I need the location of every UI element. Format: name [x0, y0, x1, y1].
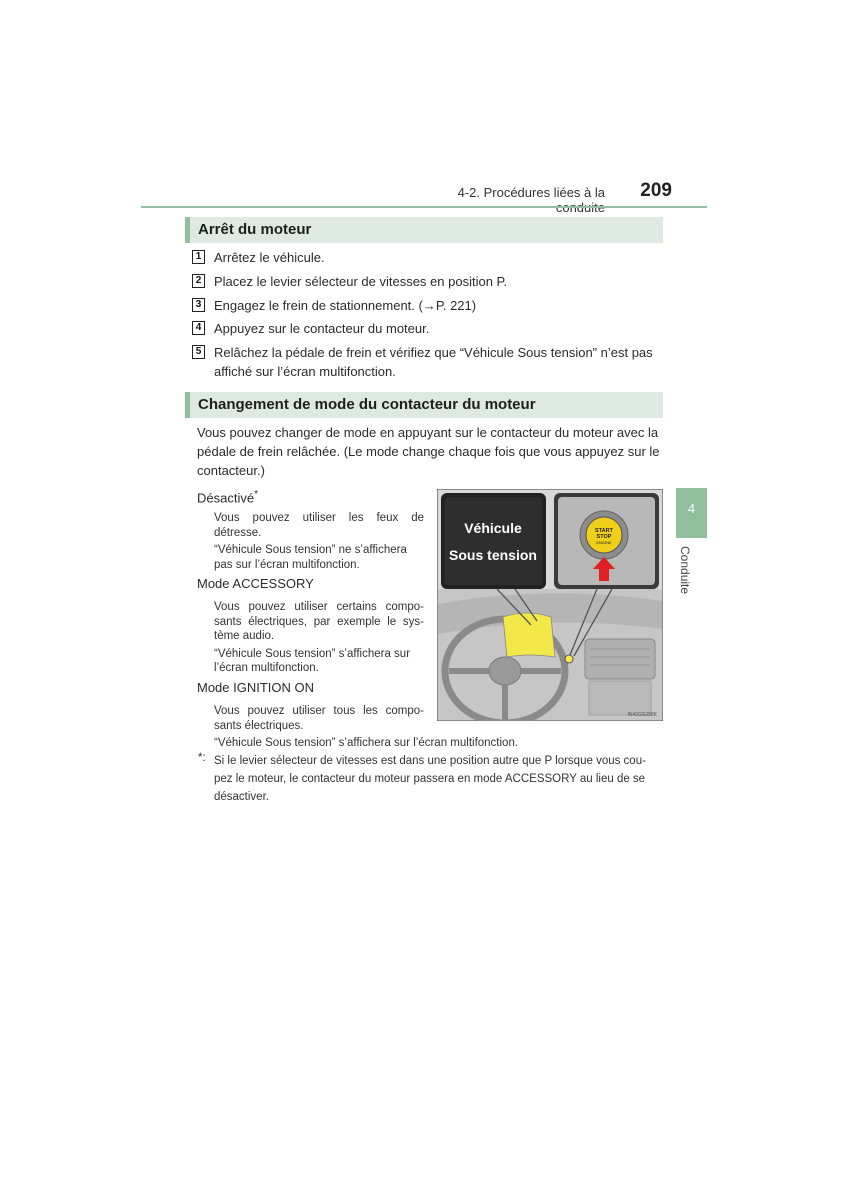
step-text: Engagez le frein de stationnement. (→P. 221): [214, 298, 477, 313]
step-item: [192, 296, 662, 316]
step-number: 2: [192, 274, 205, 288]
chapter-label-text: Conduite: [678, 546, 692, 595]
step-item: [192, 272, 662, 292]
figure-code: IN42GS258K: [627, 712, 657, 718]
desc-line: “Véhicule Sous tension” ne s’affichera: [214, 544, 407, 556]
step-number: 4: [192, 321, 205, 335]
button-text-start: START: [595, 528, 613, 534]
step-text: Appuyez sur le contacteur du moteur.: [214, 321, 430, 336]
step-text-line: affiché sur l’écran multifonction.: [214, 364, 396, 379]
step-number: 5: [192, 345, 205, 359]
step-item: [192, 319, 662, 339]
step-number: 1: [192, 250, 205, 264]
mode-label-off: [197, 486, 258, 507]
footnote-line: Si le levier sélecteur de vitesses est dans une position autre que P lorsque vous cou-: [214, 755, 646, 767]
intro-line: contacteur.): [197, 463, 265, 478]
intro-line: Vous pouvez changer de mode en appuyant sur le contacteur du moteur avec la: [197, 425, 659, 440]
section-heading-stop-engine: [185, 217, 663, 243]
intro-paragraph: [197, 423, 662, 480]
section-title: Arrêt du moteur: [198, 221, 312, 238]
desc-line: “Véhicule Sous tension” s’affichera sur: [214, 647, 411, 660]
step-text: [214, 343, 660, 381]
mode-description: [214, 704, 424, 733]
section-title: Changement de mode du contacteur du moteur: [198, 396, 536, 413]
button-text-engine: ENGINE: [596, 540, 612, 545]
step-item: [192, 248, 662, 268]
chapter-label: [676, 546, 707, 606]
step-text: Arrêtez le véhicule.: [214, 250, 325, 265]
step-text-line: Relâchez la pédale de frein et vérifiez que “Véhicule Sous tension” n’est pas: [214, 345, 653, 360]
footnote-mark: *: [254, 489, 258, 500]
footnote-line: pez le moteur, le contacteur du moteur passera en mode ACCESSORY au lieu de se: [214, 773, 646, 785]
mode-label-text: Désactivé: [197, 490, 255, 506]
step-item: [192, 343, 662, 383]
dashboard-illustration: [437, 489, 663, 721]
display-text-line1: Véhicule: [464, 520, 522, 536]
desc-line: Vous pouvez utiliser tous les compo-: [214, 705, 424, 717]
mode-description: [214, 600, 424, 676]
desc-line: l’écran multifonction.: [214, 662, 319, 674]
mode-label-accessory: Mode ACCESSORY: [197, 576, 314, 591]
desc-line: tème audio.: [214, 630, 275, 642]
footnote-line: désactiver.: [214, 791, 269, 803]
desc-line: Vous pouvez utiliser certains compo-: [214, 601, 424, 613]
step-number: 3: [192, 298, 205, 312]
desc-line: pas sur l’écran multifonction.: [214, 558, 360, 571]
desc-line: détresse.: [214, 526, 262, 539]
desc-line: Vous pouvez utiliser les feux de: [214, 512, 424, 524]
step-text: Placez le levier sélecteur de vitesses en position P.: [214, 274, 508, 289]
footnote-text: [214, 752, 662, 806]
desc-line: sants électriques.: [214, 719, 304, 732]
display-text-line2: Sous tension: [449, 547, 537, 563]
footnote-marker: *:: [198, 752, 206, 764]
chapter-tab: [676, 488, 707, 538]
header-rule: [141, 206, 707, 208]
button-text-stop: STOP: [596, 534, 612, 540]
desc-line: sants électriques, par exemple le sys-: [214, 615, 424, 628]
intro-line: pédale de frein relâchée. (Le mode change chaque fois que vous appuyez sur le: [197, 444, 660, 459]
mode-description: [214, 511, 424, 572]
page-number: 209: [640, 180, 672, 201]
mode-label-ignition-on: Mode IGNITION ON: [197, 680, 315, 695]
desc-line: “Véhicule Sous tension” s’affichera sur l’écran multifonction.: [214, 737, 519, 749]
section-heading-mode-change: [185, 392, 663, 418]
chapter-number: 4: [687, 501, 696, 516]
running-header: 4-2. Procédures liées à la: [457, 185, 605, 200]
